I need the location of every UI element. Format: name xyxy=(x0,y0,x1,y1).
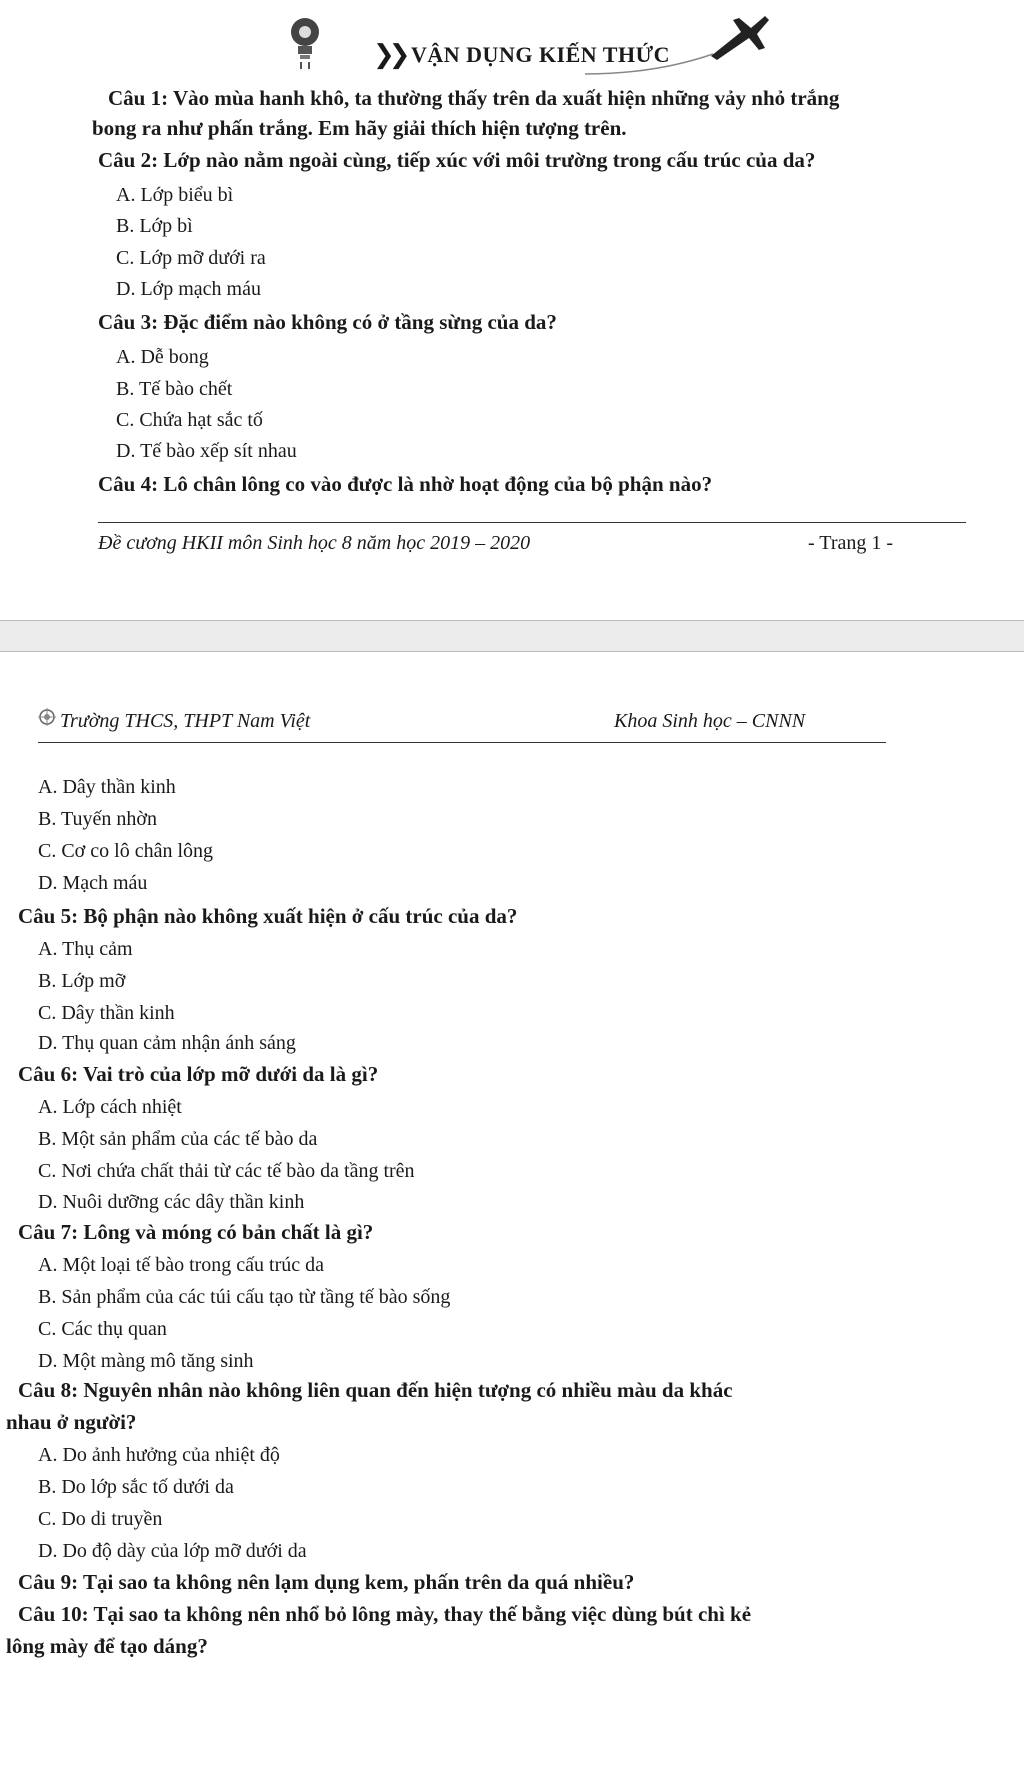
q3-option-c: C. Chứa hạt sắc tố xyxy=(116,409,263,431)
q6-option-a: A. Lớp cách nhiệt xyxy=(38,1096,182,1118)
q6-option-d: D. Nuôi dưỡng các dây thần kinh xyxy=(38,1191,305,1213)
question-5: Câu 5: Bộ phận nào không xuất hiện ở cấu trúc của da? xyxy=(18,904,518,928)
header-divider xyxy=(38,742,886,743)
banner-title: VẬN DỤNG KIẾN THỨC xyxy=(411,42,670,67)
question-1-line-2: bong ra như phấn trắng. Em hãy giải thích hiện tượng trên. xyxy=(92,116,627,140)
question-6: Câu 6: Vai trò của lớp mỡ dưới da là gì? xyxy=(18,1062,379,1086)
q7-option-c: C. Các thụ quan xyxy=(38,1318,167,1340)
question-8-line-2: nhau ở người? xyxy=(6,1410,137,1434)
question-7: Câu 7: Lông và móng có bản chất là gì? xyxy=(18,1220,374,1244)
q4-option-b: B. Tuyến nhờn xyxy=(38,808,157,830)
q3-option-a: A. Dễ bong xyxy=(116,346,209,368)
question-8-line-1: Câu 8: Nguyên nhân nào không liên quan đến hiện tượng có nhiều màu da khác xyxy=(18,1378,733,1402)
q5-option-c: C. Dây thần kinh xyxy=(38,1002,175,1024)
q2-option-c: C. Lớp mỡ dưới ra xyxy=(116,247,266,269)
q2-option-a: A. Lớp biểu bì xyxy=(116,184,234,206)
q2-option-b: B. Lớp bì xyxy=(116,215,193,237)
question-3: Câu 3: Đặc điểm nào không có ở tầng sừng của da? xyxy=(98,310,557,334)
header-department: Khoa Sinh học – CNNN xyxy=(614,710,806,732)
q5-option-d: D. Thụ quan cảm nhận ánh sáng xyxy=(38,1032,296,1054)
section-banner xyxy=(285,8,805,76)
q3-option-d: D. Tế bào xếp sít nhau xyxy=(116,440,297,462)
q4-option-d: D. Mạch máu xyxy=(38,872,148,894)
q3-option-b: B. Tế bào chết xyxy=(116,378,233,400)
page-number: - Trang 1 - xyxy=(808,532,894,554)
q7-option-b: B. Sản phẩm của các túi cấu tạo từ tầng tế bào sống xyxy=(38,1286,451,1308)
question-2: Câu 2: Lớp nào nằm ngoài cùng, tiếp xúc với môi trường trong cấu trúc của da? xyxy=(98,148,816,172)
footer-divider xyxy=(98,522,966,523)
q8-option-c: C. Do di truyền xyxy=(38,1508,163,1530)
question-10-line-2: lông mày để tạo dáng? xyxy=(6,1634,208,1658)
page-separator xyxy=(0,620,1024,652)
lightbulb-icon xyxy=(285,14,325,70)
header-school-name: Trường THCS, THPT Nam Việt xyxy=(60,710,311,732)
q2-option-d: D. Lớp mạch máu xyxy=(116,278,261,300)
airplane-icon xyxy=(703,12,773,62)
question-10-line-1: Câu 10: Tại sao ta không nên nhổ bỏ lông mày, thay thế bằng việc dùng bút chì kẻ xyxy=(18,1602,752,1626)
q7-option-a: A. Một loại tế bào trong cấu trúc da xyxy=(38,1254,325,1276)
q5-option-b: B. Lớp mỡ xyxy=(38,970,126,992)
q7-option-d: D. Một màng mô tăng sinh xyxy=(38,1350,254,1372)
chevron-right-icon: ❯❯ xyxy=(373,40,405,70)
q6-option-b: B. Một sản phẩm của các tế bào da xyxy=(38,1128,318,1150)
footer-title: Đề cương HKII môn Sinh học 8 năm học 2019 – 2020 xyxy=(98,532,531,554)
q4-option-c: C. Cơ co lô chân lông xyxy=(38,840,213,862)
school-emblem-icon xyxy=(38,708,56,726)
q6-option-c: C. Nơi chứa chất thải từ các tế bào da tầng trên xyxy=(38,1160,415,1182)
question-1-line-1: Câu 1: Vào mùa hanh khô, ta thường thấy trên da xuất hiện những vảy nhỏ trắng xyxy=(108,86,840,110)
question-9: Câu 9: Tại sao ta không nên lạm dụng kem, phấn trên da quá nhiều? xyxy=(18,1570,635,1594)
q8-option-d: D. Do độ dày của lớp mỡ dưới da xyxy=(38,1540,307,1562)
question-4: Câu 4: Lô chân lông co vào được là nhờ hoạt động của bộ phận nào? xyxy=(98,472,713,496)
q8-option-a: A. Do ảnh hưởng của nhiệt độ xyxy=(38,1444,280,1466)
document-page-1 xyxy=(0,0,1024,620)
q8-option-b: B. Do lớp sắc tố dưới da xyxy=(38,1476,234,1498)
q5-option-a: A. Thụ cảm xyxy=(38,938,133,960)
q4-option-a: A. Dây thần kinh xyxy=(38,776,176,798)
